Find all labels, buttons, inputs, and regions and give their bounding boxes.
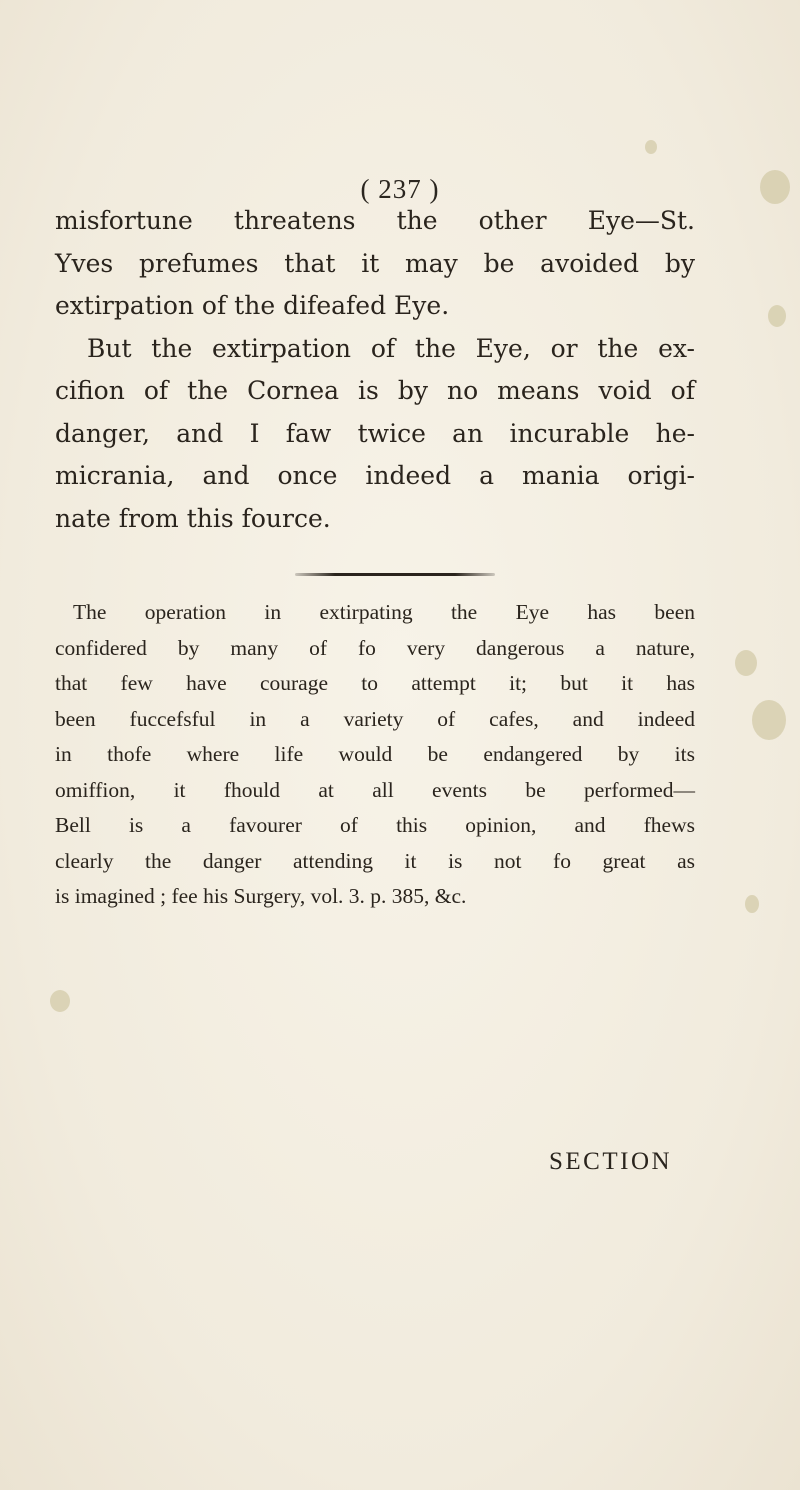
catchword: SECTION (549, 1148, 673, 1175)
foxing-spot (50, 990, 70, 1012)
foxing-spot (745, 895, 759, 913)
foxing-spot (645, 140, 657, 154)
text-line: Yves prefumes that it may be avoided by (55, 248, 695, 278)
foxing-spot (735, 650, 757, 676)
text-line: in thofe where life would be endangered by its (55, 742, 695, 766)
text-line: micrania, and once indeed a mania origi- (55, 461, 695, 490)
text-line: cifion of the Cornea is by no means void of (55, 376, 695, 405)
text-line: omiffion, it fhould at all events be performed— (55, 777, 695, 802)
paragraph-1 (55, 200, 695, 540)
text-line: confidered by many of fo very dangerous a nature, (55, 635, 695, 660)
paragraph-2 (55, 595, 695, 915)
section-divider (295, 573, 495, 576)
text-line: extirpation of the difeafed Eye. (55, 291, 450, 320)
foxing-spot (768, 305, 786, 327)
text-line: that few have courage to attempt it; but it has (55, 671, 695, 695)
text-line: clearly the danger attending it is not fo great as (55, 848, 695, 873)
text-line: is imagined ; fee his Surgery, vol. 3. p. 385, &c. (55, 884, 467, 908)
foxing-spot (752, 700, 786, 740)
text-line: But the extirpation of the Eye, or the ex- (87, 333, 695, 363)
page-number: ( 237 ) (360, 174, 440, 204)
text-line: danger, and I faw twice an incurable he- (55, 418, 695, 448)
text-line: The operation in extirpating the Eye has been (73, 600, 695, 624)
text-line: misfortune threatens the other Eye—St. (55, 206, 695, 235)
text-line: nate from this fource. (55, 503, 331, 533)
text-line: Bell is a favourer of this opinion, and fhews (55, 813, 695, 837)
text-line: been fuccefsful in a variety of cafes, and indeed (55, 706, 695, 731)
